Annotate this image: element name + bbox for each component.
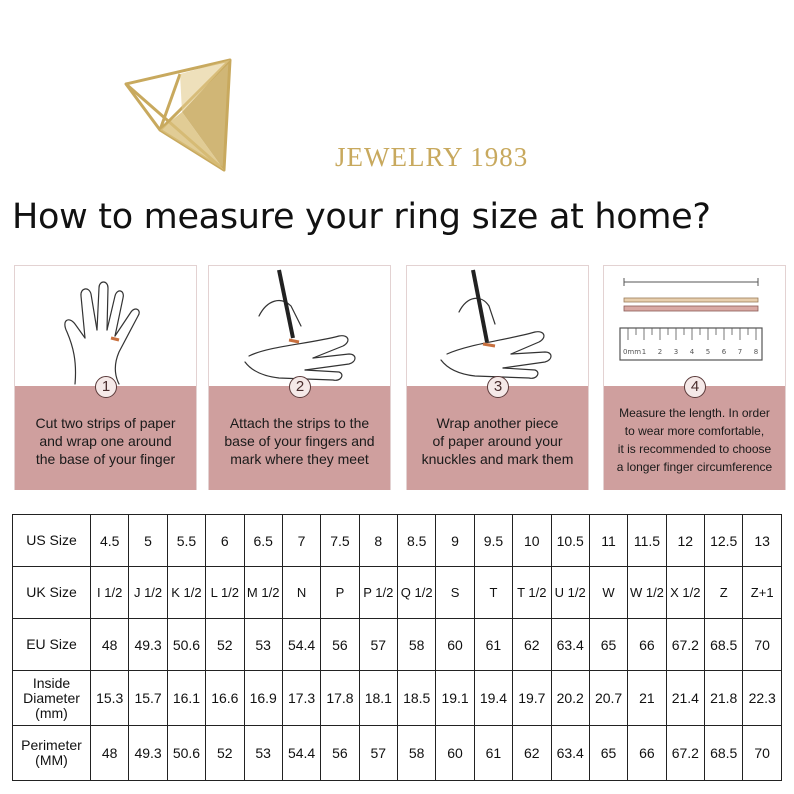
row-label-us-size: US Size xyxy=(13,515,91,567)
ruler-label-8: 8 xyxy=(753,348,759,356)
cell-uk-size: T xyxy=(474,567,512,619)
cell-perimeter: 56 xyxy=(321,726,359,781)
cell-inside-diameter: 15.3 xyxy=(91,671,129,726)
cell-uk-size: T 1/2 xyxy=(513,567,551,619)
cell-uk-size: W xyxy=(589,567,627,619)
ruler-label-7: 7 xyxy=(737,348,743,356)
ruler-label-1: 1 xyxy=(641,348,647,356)
cell-eu-size: 50.6 xyxy=(167,619,205,671)
cell-us-size: 6 xyxy=(206,515,244,567)
cell-inside-diameter: 22.3 xyxy=(743,671,782,726)
cell-inside-diameter: 20.2 xyxy=(551,671,589,726)
cell-uk-size: L 1/2 xyxy=(206,567,244,619)
cell-uk-size: P 1/2 xyxy=(359,567,397,619)
cell-us-size: 8 xyxy=(359,515,397,567)
cell-us-size: 12 xyxy=(666,515,704,567)
cell-eu-size: 52 xyxy=(206,619,244,671)
cell-uk-size: W 1/2 xyxy=(628,567,666,619)
hand-pen-mark-illustration-icon xyxy=(209,266,390,386)
step-number-4: 4 xyxy=(684,376,706,398)
cell-perimeter: 67.2 xyxy=(666,726,704,781)
ring-size-table xyxy=(12,514,782,781)
cell-inside-diameter: 20.7 xyxy=(589,671,627,726)
cell-eu-size: 70 xyxy=(743,619,782,671)
ruler-label-5: 5 xyxy=(705,348,711,356)
cell-inside-diameter: 17.3 xyxy=(282,671,320,726)
cell-inside-diameter: 16.1 xyxy=(167,671,205,726)
cell-eu-size: 65 xyxy=(589,619,627,671)
step-3-line-2: of paper around your xyxy=(432,433,563,449)
cell-eu-size: 60 xyxy=(436,619,474,671)
cell-perimeter: 63.4 xyxy=(551,726,589,781)
step-card-3 xyxy=(406,265,589,490)
step-card-2 xyxy=(208,265,391,490)
ruler-label-6: 6 xyxy=(721,348,727,356)
cell-eu-size: 61 xyxy=(474,619,512,671)
brand-name: JEWELRY 1983 xyxy=(335,142,529,172)
cell-us-size: 9.5 xyxy=(474,515,512,567)
step-2-line-1: Attach the strips to the xyxy=(229,415,370,431)
cell-perimeter: 50.6 xyxy=(167,726,205,781)
cell-us-size: 10 xyxy=(513,515,551,567)
cell-eu-size: 54.4 xyxy=(282,619,320,671)
cell-us-size: 5 xyxy=(129,515,167,567)
cell-eu-size: 57 xyxy=(359,619,397,671)
ruler-label-0: 0mm xyxy=(622,348,642,356)
cell-inside-diameter: 18.5 xyxy=(398,671,436,726)
table-row-us-size xyxy=(13,515,782,567)
cell-uk-size: S xyxy=(436,567,474,619)
cell-inside-diameter: 19.1 xyxy=(436,671,474,726)
diamond-logo-icon xyxy=(120,52,240,180)
step-2-line-2: base of your fingers and xyxy=(224,433,375,449)
table-row-inside-diameter xyxy=(13,671,782,726)
cell-eu-size: 56 xyxy=(321,619,359,671)
cell-perimeter: 58 xyxy=(398,726,436,781)
cell-uk-size: Z xyxy=(705,567,743,619)
cell-perimeter: 70 xyxy=(743,726,782,781)
row-label-inside-diameter: Inside Diameter (mm) xyxy=(13,671,91,726)
step-3-line-1: Wrap another piece xyxy=(436,415,559,431)
cell-eu-size: 58 xyxy=(398,619,436,671)
step-caption-2 xyxy=(209,386,390,490)
step-4-line-4: a longer finger circumference xyxy=(616,460,773,474)
step-card-1 xyxy=(14,265,197,490)
cell-uk-size: X 1/2 xyxy=(666,567,704,619)
cell-eu-size: 49.3 xyxy=(129,619,167,671)
step-1-line-1: Cut two strips of paper xyxy=(35,415,176,431)
cell-perimeter: 62 xyxy=(513,726,551,781)
cell-us-size: 11.5 xyxy=(628,515,666,567)
step-4-line-1: Measure the length. In order xyxy=(619,406,770,420)
cell-eu-size: 53 xyxy=(244,619,282,671)
cell-eu-size: 68.5 xyxy=(705,619,743,671)
cell-inside-diameter: 17.8 xyxy=(321,671,359,726)
cell-us-size: 6.5 xyxy=(244,515,282,567)
cell-inside-diameter: 19.4 xyxy=(474,671,512,726)
cell-perimeter: 52 xyxy=(206,726,244,781)
ruler-label-3: 3 xyxy=(673,348,679,356)
cell-uk-size: I 1/2 xyxy=(91,567,129,619)
cell-uk-size: J 1/2 xyxy=(129,567,167,619)
cell-inside-diameter: 21.4 xyxy=(666,671,704,726)
table-row-eu-size xyxy=(13,619,782,671)
cell-uk-size: U 1/2 xyxy=(551,567,589,619)
cell-perimeter: 49.3 xyxy=(129,726,167,781)
cell-eu-size: 66 xyxy=(628,619,666,671)
hand-ring-illustration-icon xyxy=(15,266,196,386)
cell-us-size: 4.5 xyxy=(91,515,129,567)
step-caption-1 xyxy=(15,386,196,490)
step-caption-3 xyxy=(407,386,588,490)
cell-inside-diameter: 21 xyxy=(628,671,666,726)
table-row-uk-size xyxy=(13,567,782,619)
cell-perimeter: 57 xyxy=(359,726,397,781)
ruler-label-4: 4 xyxy=(689,348,695,356)
cell-us-size: 7.5 xyxy=(321,515,359,567)
row-label-perimeter: Perimeter (MM) xyxy=(13,726,91,781)
cell-uk-size: N xyxy=(282,567,320,619)
cell-eu-size: 48 xyxy=(91,619,129,671)
row-label-eu-size: EU Size xyxy=(13,619,91,671)
cell-us-size: 12.5 xyxy=(705,515,743,567)
cell-us-size: 10.5 xyxy=(551,515,589,567)
step-2-line-3: mark where they meet xyxy=(230,451,369,467)
cell-us-size: 9 xyxy=(436,515,474,567)
cell-eu-size: 62 xyxy=(513,619,551,671)
cell-inside-diameter: 21.8 xyxy=(705,671,743,726)
cell-us-size: 5.5 xyxy=(167,515,205,567)
table-row-perimeter xyxy=(13,726,782,781)
cell-uk-size: Z+1 xyxy=(743,567,782,619)
cell-perimeter: 65 xyxy=(589,726,627,781)
cell-perimeter: 54.4 xyxy=(282,726,320,781)
cell-us-size: 13 xyxy=(743,515,782,567)
cell-eu-size: 67.2 xyxy=(666,619,704,671)
cell-uk-size: Q 1/2 xyxy=(398,567,436,619)
cell-us-size: 11 xyxy=(589,515,627,567)
hand-knuckle-mark-illustration-icon xyxy=(407,266,588,386)
step-number-3: 3 xyxy=(487,376,509,398)
step-card-4 xyxy=(603,265,786,490)
cell-uk-size: P xyxy=(321,567,359,619)
cell-eu-size: 63.4 xyxy=(551,619,589,671)
cell-inside-diameter: 16.9 xyxy=(244,671,282,726)
cell-inside-diameter: 19.7 xyxy=(513,671,551,726)
ruler-label-2: 2 xyxy=(657,348,663,356)
cell-inside-diameter: 18.1 xyxy=(359,671,397,726)
step-caption-4 xyxy=(604,386,785,490)
cell-perimeter: 53 xyxy=(244,726,282,781)
cell-us-size: 8.5 xyxy=(398,515,436,567)
cell-perimeter: 66 xyxy=(628,726,666,781)
cell-perimeter: 60 xyxy=(436,726,474,781)
cell-uk-size: M 1/2 xyxy=(244,567,282,619)
cell-us-size: 7 xyxy=(282,515,320,567)
cell-inside-diameter: 15.7 xyxy=(129,671,167,726)
step-1-line-3: the base of your finger xyxy=(35,451,176,467)
cell-perimeter: 61 xyxy=(474,726,512,781)
cell-perimeter: 48 xyxy=(91,726,129,781)
ruler-measure-illustration-icon xyxy=(604,266,785,386)
step-3-line-3: knuckles and mark them xyxy=(421,451,574,467)
step-1-line-2: and wrap one around xyxy=(39,433,172,449)
cell-uk-size: K 1/2 xyxy=(167,567,205,619)
row-label-uk-size: UK Size xyxy=(13,567,91,619)
step-4-line-2: to wear more comfortable, xyxy=(624,424,765,438)
step-4-line-3: it is recommended to choose xyxy=(617,442,772,456)
page-title: How to measure your ring size at home? xyxy=(12,197,711,237)
step-number-1: 1 xyxy=(95,376,117,398)
cell-perimeter: 68.5 xyxy=(705,726,743,781)
step-number-2: 2 xyxy=(289,376,311,398)
cell-inside-diameter: 16.6 xyxy=(206,671,244,726)
